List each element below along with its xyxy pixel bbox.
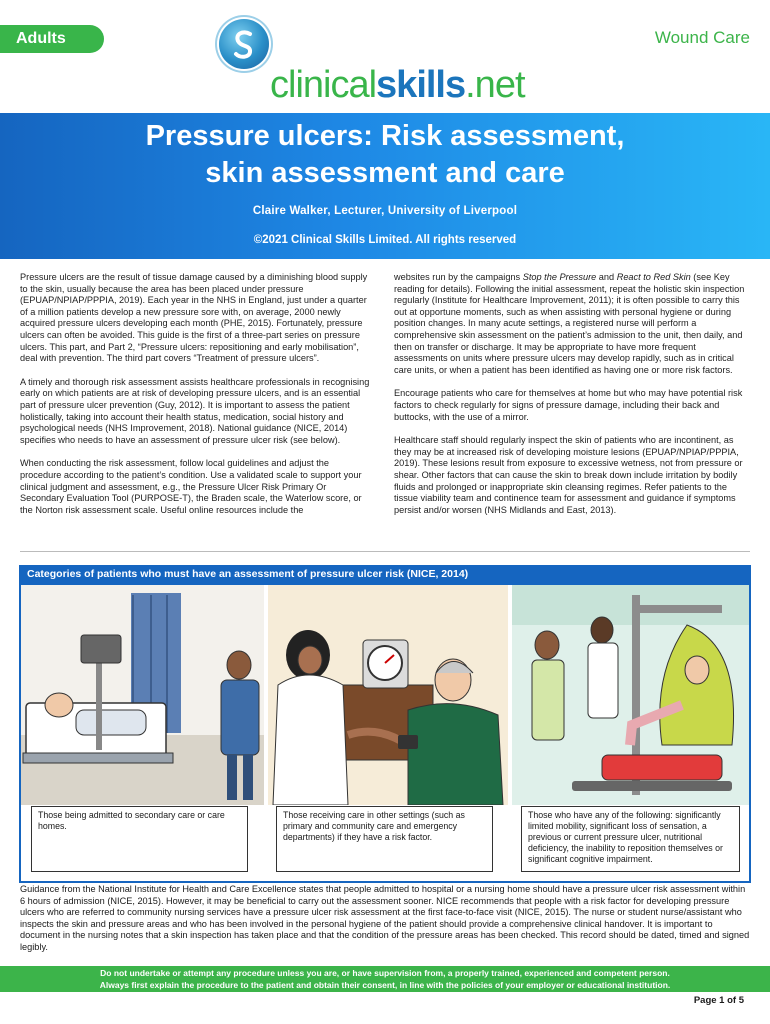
text-run: (see Key reading for details). Following the initial assessment, repeat the holistic skin inspection regularly (Institute for Healthcare Improvement, 2011); it is often possible to carry this out at opportune moments, such as when assisting with personal hygiene or during position changes. In many acute settings, a registered nurse will perform a comprehensive skin assessment on the patient’s admission to the unit, then daily, and then on transfer or discharge. It may be appropriate to have more frequent assessments on units where pressure ulcers may develop rapidly, such as in critical care units, or when a patient has been identified as having one or more risk factors. xyxy=(394,272,745,375)
page-number: Page 1 of 5 xyxy=(693,995,744,1006)
copyright-line: ©2021 Clinical Skills Limited. All rights reserved xyxy=(253,234,517,246)
page-title xyxy=(0,118,770,192)
illustration-limited-mobility xyxy=(512,585,749,805)
logo-part-skills: skills xyxy=(376,64,466,106)
disclaimer-line-1: Do not undertake or attempt any procedure unless you are, or have supervision from, a properly trained, experienced and competent person. xyxy=(100,968,670,978)
logo-part-net: .net xyxy=(465,64,525,106)
figure-header: Categories of patients who must have an assessment of pressure ulcer risk (NICE, 2014) xyxy=(19,565,751,583)
illustration-hospital-admission xyxy=(21,585,264,805)
campaign-name: React to Red Skin xyxy=(616,272,691,282)
section-label: Wound Care xyxy=(654,28,750,47)
text-run: websites run by the campaigns xyxy=(394,272,523,282)
author-line: Claire Walker, Lecturer, University of Liverpool xyxy=(252,205,518,217)
title-line-2: skin assessment and care xyxy=(205,157,565,189)
logo-part-clinical: clinical xyxy=(270,64,377,106)
title-line-1: Pressure ulcers: Risk assessment, xyxy=(145,120,625,152)
paragraph: Encourage patients who care for themselves at home but who may have potential risk factors to check regularly for signs of pressure damage, including their back and buttocks, with the use of a mirror. xyxy=(394,388,743,422)
caption-other-settings: Those receiving care in other settings (such as primary and community care and emergency departments) if they have a risk factor. xyxy=(276,806,493,872)
illustration-community-care xyxy=(268,585,508,805)
paragraph: A timely and thorough risk assessment assists healthcare professionals in recognising early on which patients are at risk of developing pressure ulcers, and is an essential part of pressure ulcer prevention (Guy, 2012). It is important to assess the patient holistically, taking into account their health status, medication, social history and psychological needs (NHS Improvement, 2018). National guidance (NICE, 2014) specifies who needs to have an assessment of pressure ulcer risk (see below). xyxy=(20,376,370,445)
caption-risk-factors: Those who have any of the following: significantly limited mobility, significant loss of sensation, a previous or current pressure ulcer, nutritional deficiency, the inability to reposition themselves or significant cognitive impairment. xyxy=(521,806,740,872)
adults-badge: Adults xyxy=(0,25,104,53)
campaign-name: Stop the Pressure xyxy=(522,272,597,282)
paragraph xyxy=(394,272,750,376)
logo-wordmark xyxy=(270,64,525,107)
right-column xyxy=(394,272,750,528)
footer-disclaimer xyxy=(0,967,770,991)
caption-secondary-care: Those being admitted to secondary care or care homes. xyxy=(31,806,248,872)
section-divider xyxy=(20,551,750,552)
text-run: and xyxy=(596,272,617,282)
paragraph: When conducting the risk assessment, follow local guidelines and adjust the procedure according to the patient’s condition. Use a validated scale to support your clinical judgment and assessment, e.g., the Pressure Ulcer Risk Primary Or Secondary Evaluation Tool (PURPOSE-T), the Braden scale, the Waterlow score, or the Norton risk assessment scale. Useful online resources include the xyxy=(20,458,362,515)
paragraph: Healthcare staff should regularly inspect the skin of patients who are incontinent, as they may be at increased risk of developing moisture lesions (EPUAP/NPIAP/PPPIA, 2019). These lesions result from exposure to excessive wetness, not from pressure or shear. Other factors that can cause the skin to break down include irritation by bodily fluids and prolonged or inappropriate skin cleansing regimes. Refer patients to the tissue viability team and continence team for assessment and guidance if symptoms persist and/or worsen (NHS Midlands and East, 2013). xyxy=(394,435,743,515)
paragraph: Pressure ulcers are the result of tissue damage caused by a diminishing blood supply to the skin, usually because the area has been placed under pressure (EPUAP/NPIAP/PPPIA, 2019). Each year in the NHS in England, just under a quarter of a million patients develop a new pressure sore with, on average, 2000 newly acquired pressure ulcers developing each month (PHE, 2015). Fortunately, pressure ulcers can often be avoided. This guide is the first of a three-part series on pressure ulcers. This part, and Part 2, “Pressure ulcers: repositioning and early mobilisation”, deal with prevention. The third part covers “Treatment of pressure ulcers”. xyxy=(20,272,368,364)
logo-swirl-icon xyxy=(219,19,269,69)
disclaimer-line-2: Always first explain the procedure to the patient and obtain their consent, in line with the policies of your employer or educational institution. xyxy=(99,980,671,990)
logo-icon xyxy=(219,19,269,69)
left-column xyxy=(20,272,372,528)
guidance-paragraph: Guidance from the National Institute for Health and Care Excellence states that people admitted to hospital or a nursing home should have a pressure ulcer risk assessment within 6 hours of admission (NICE, 2015). However, it may be beneficial to carry out the assessment sooner. NICE recommends that people with a risk factor for developing pressure ulcers who are referred to community nursing services have a pressure ulcer risk assessment at the first face-to-face visit (NICE, 2015). The nurse or student nurse/assistant who inspects the skin and pressure areas and who has been involved in the personal hygiene of the patient should provide a comprehensive clinical handover. It is important to document in the nursing notes that a skin inspection has taken place and that the condition of the pressure areas has been checked. This record should be dated, timed and signed legibly. xyxy=(20,884,750,952)
